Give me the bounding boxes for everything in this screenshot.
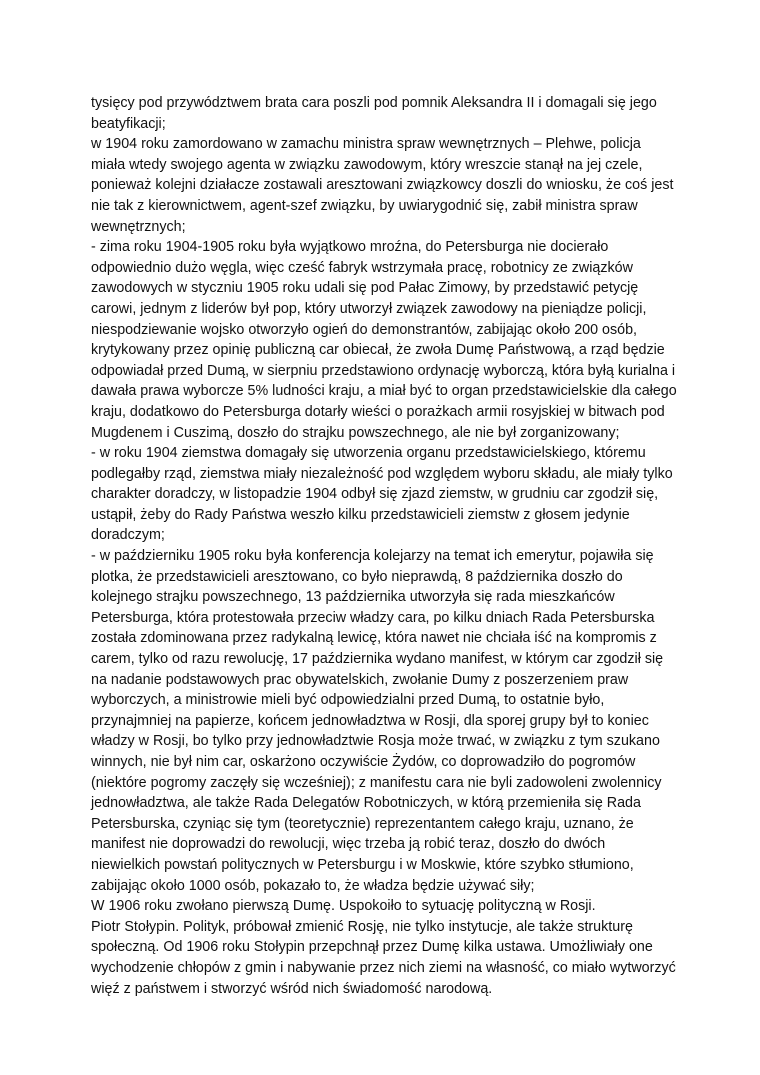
- text-line: więź z państwem i stworzyć wśród nich świadomość narodową.: [91, 980, 493, 997]
- text-line: niewielkich powstań politycznych w Petersburgu i w Moskwie, które szybko stłumiono,: [91, 856, 634, 873]
- text-line: wyborczych, a ministrowie mieli być odpowiedzialni przed Dumą, to ostatnie było,: [91, 692, 605, 709]
- text-line: Petersburska, czyniąc się tym (teoretycznie) reprezentantem całego kraju, uznano, że: [91, 815, 634, 832]
- text-line: doradczym;: [91, 527, 165, 544]
- document-page: [91, 93, 691, 999]
- text-line: zawodowych w styczniu 1905 roku udali się pod Pałac Zimowy, by przedstawić petycję: [91, 280, 639, 297]
- text-line: wychodzenie chłopów z gmin i nabywanie przez nich ziemi na własność, co miało wytworzyć: [91, 959, 676, 976]
- text-line: odpowiednio dużo węgla, więc cześć fabryk wstrzymała pracę, robotnicy ze związków: [91, 259, 633, 276]
- text-line: na nadanie podstawowych prac obywatelskich, zwołanie Dumy z poszerzeniem praw: [91, 671, 629, 688]
- text-line: ponieważ kolejni działacze zostawali aresztowani związkowcy doszli do wniosku, że coś jest: [91, 177, 674, 194]
- text-line: tysięcy pod przywództwem brata cara poszli pod pomnik Aleksandra II i domagali się jego: [91, 95, 657, 111]
- text-line: podlegałby rząd, ziemstwa miały niezależność pod względem wyboru składu, ale miały tylko: [91, 465, 673, 482]
- text-line: wewnętrznych;: [91, 218, 186, 235]
- text-line: - zima roku 1904-1905 roku była wyjątkowo mroźna, do Petersburga nie docierało: [91, 239, 609, 256]
- text-line: przynajmniej na papierze, końcem jednowładztwa w Rosji, dla sporej grupy był to koniec: [91, 712, 649, 729]
- text-line: dawała prawa wyborcze 5% ludności kraju, a miał być to organ przedstawicielskie dla całego: [91, 383, 677, 400]
- text-line: Piotr Stołypin. Polityk, próbował zmienić Rosję, nie tylko instytucje, ale także strukturę: [91, 918, 633, 935]
- text-line: carowi, jednym z liderów był pop, który utworzył związek zawodowy na pieniądze policji,: [91, 300, 647, 317]
- text-line: Mugdenem i Cuszimą, doszło do strajku powszechnego, ale nie był zorganizowany;: [91, 424, 620, 441]
- text-line: - w październiku 1905 roku była konferencja kolejarzy na temat ich emerytur, pojawiła się: [91, 548, 654, 565]
- text-line: beatyfikacji;: [91, 115, 166, 132]
- text-line: - w roku 1904 ziemstwa domagały się utworzenia organu przedstawicielskiego, któremu: [91, 445, 646, 462]
- text-line: władzy w Rosji, bo tylko przy jednowładztwie Rosja może trwać, w związku z tym szukano: [91, 733, 660, 750]
- text-line: miała wtedy swojego agenta w związku zawodowym, który wreszcie stanął na jej czele,: [91, 156, 643, 173]
- text-line: (niektóre pogromy zaczęły się wcześniej); z manifestu cara nie byli zadowoleni zwolennicy: [91, 774, 662, 791]
- text-line: kolejnego strajku powszechnego, 13 października utworzyła się rada mieszkańców: [91, 589, 615, 606]
- text-line: charakter doradczy, w listopadzie 1904 odbył się zjazd ziemstw, w grudniu car zgodził się,: [91, 486, 659, 503]
- text-line: krytykowany przez opinię publiczną car obiecał, że zwoła Dumę Państwową, a rząd będzie: [91, 342, 665, 359]
- text-line: nie tak z kierownictwem, agent-szef związku, by uwiarygodnić się, zabił ministra spraw: [91, 197, 638, 214]
- text-line: manifest nie doprowadzi do rewolucji, więc trzeba ją robić teraz, doszło do dwóch: [91, 836, 606, 853]
- text-line: plotka, że przedstawicieli aresztowano, co było nieprawdą, 8 października doszło do: [91, 568, 623, 585]
- text-line: Petersburga, która protestowała przeciw władzy cara, po kilku dniach Rada Petersburska: [91, 609, 655, 626]
- text-line: w 1904 roku zamordowano w zamachu ministra spraw wewnętrznych – Plehwe, policja: [91, 136, 641, 153]
- text-line: jednowładztwa, ale także Rada Delegatów Robotniczych, w którą przemieniła się Rada: [91, 795, 641, 812]
- text-line: niespodziewanie wojsko otworzyło ogień do demonstrantów, zabijając około 200 osób,: [91, 321, 637, 338]
- text-line: zabijając około 1000 osób, pokazało to, że władza będzie używać siły;: [91, 877, 535, 894]
- text-line: została zdominowana przez radykalną lewicę, która nawet nie chciała iść na kompromis z: [91, 630, 657, 647]
- text-line: W 1906 roku zwołano pierwszą Dumę. Uspokoiło to sytuację polityczną w Rosji.: [91, 898, 596, 915]
- text-line: społeczną. Od 1906 roku Stołypin przepchnął przez Dumę kilka ustawa. Umożliwiały one: [91, 939, 653, 956]
- text-line: ustąpił, żeby do Rady Państwa weszło kilku przedstawicieli ziemstw z głosem jedynie: [91, 506, 630, 523]
- text-line: carem, tylko od razu rewolucję, 17 października wydano manifest, w którym car zgodził się: [91, 651, 664, 668]
- text-line: kraju, dodatkowo do Petersburga dotarły wieści o porażkach armii rosyjskiej w bitwach pod: [91, 403, 665, 420]
- text-line: odpowiadał przed Dumą, w sierpniu przedstawiono ordynację wyborczą, która byłą kurialna i: [91, 362, 676, 379]
- text-line: winnych, nie był nim car, oskarżono oczywiście Żydów, co doprowadziło do pogromów: [91, 754, 636, 770]
